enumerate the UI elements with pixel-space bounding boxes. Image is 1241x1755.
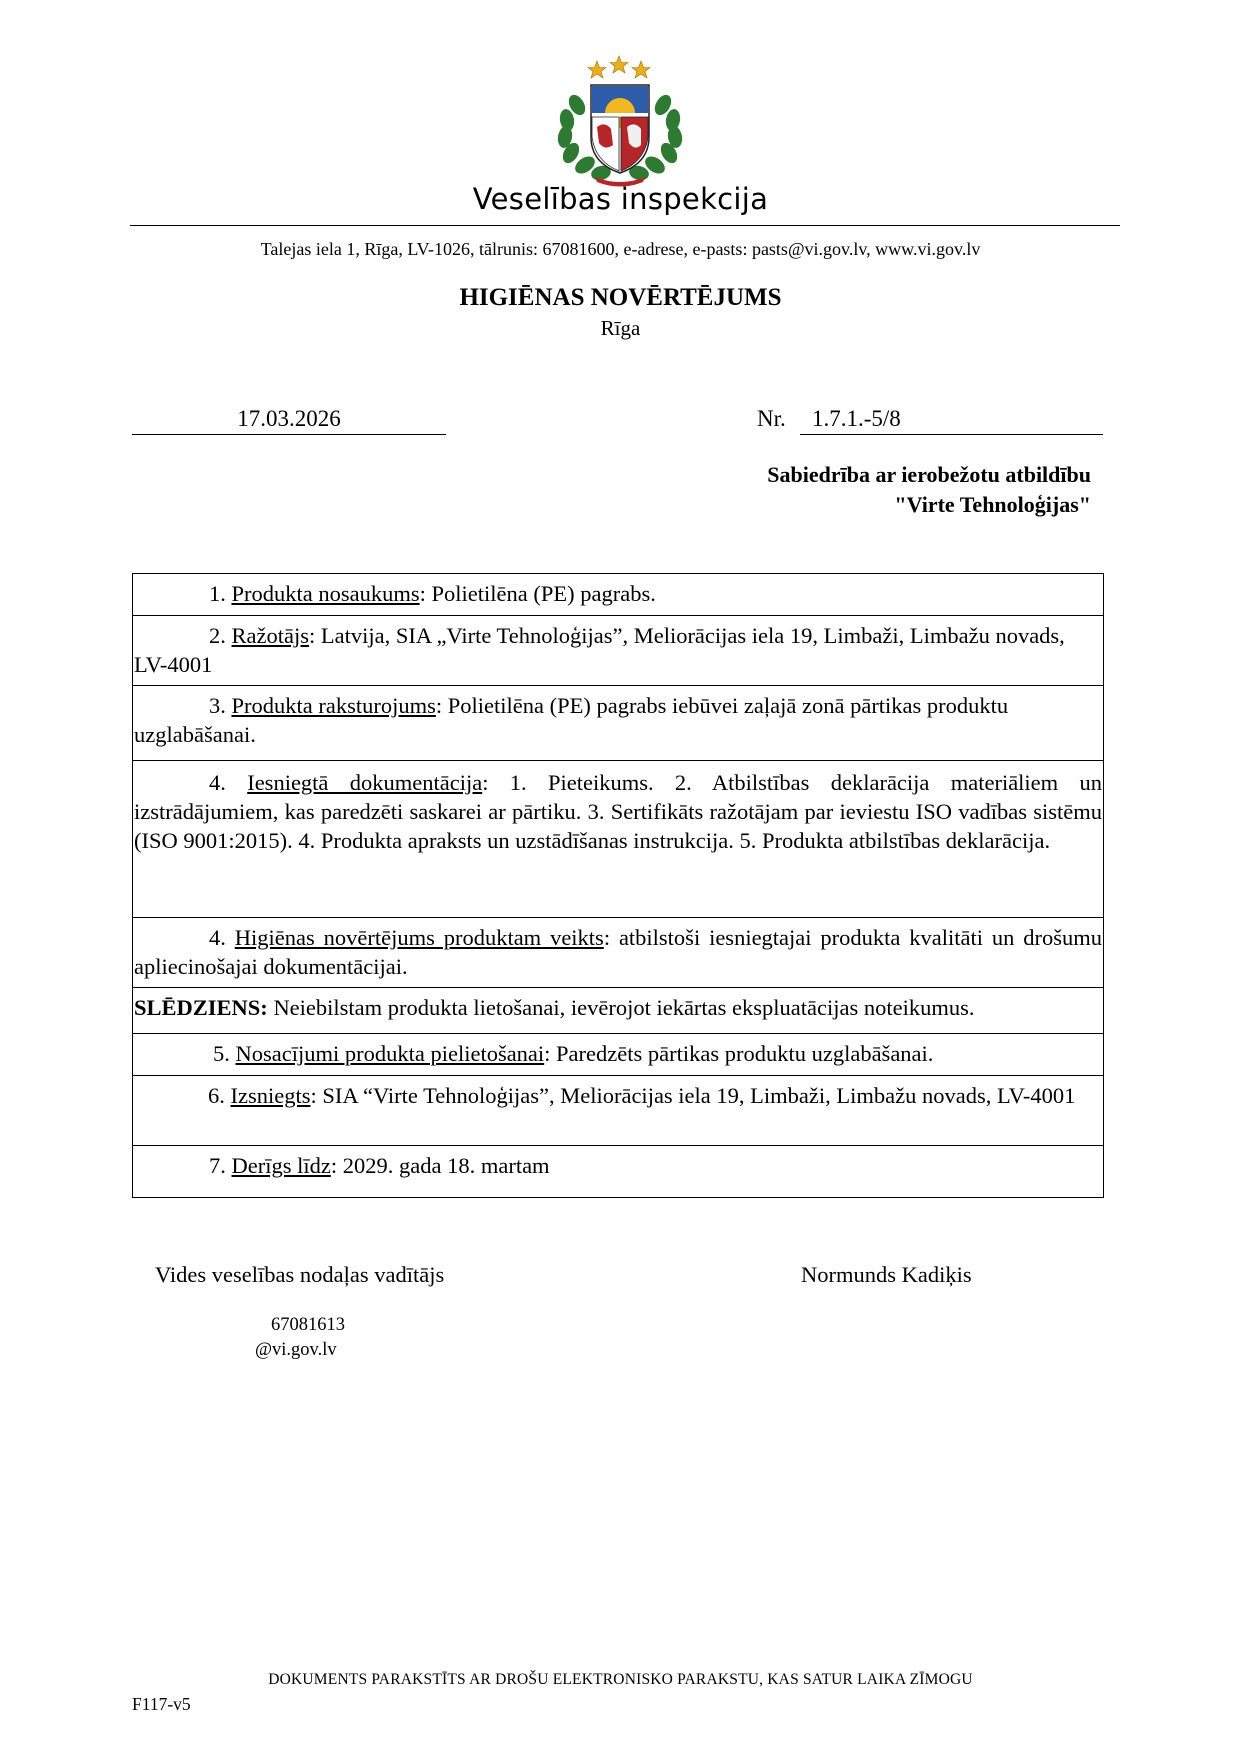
signatory-name: Normunds Kadiķis	[801, 1262, 972, 1287]
section-valid-until	[133, 1146, 1104, 1198]
section-text: : SIA “Virte Tehnoloģijas”, Meliorācijas iela 19, Limbaži, Limbažu novads, LV-4001	[310, 1083, 1076, 1108]
section-text: : Polietilēna (PE) pagrabs iebūvei zaļajā zonā pārtikas produktu uzglabāšanai.	[134, 693, 1009, 747]
table-row	[133, 918, 1104, 988]
section-text: : 2029. gada 18. martam	[330, 1153, 550, 1178]
section-number: 7.	[209, 1153, 226, 1178]
section-label: Ražotājs	[231, 623, 309, 648]
table-row	[133, 574, 1104, 616]
organization-address: Talejas iela 1, Rīga, LV-1026, tālrunis: 67081600, e-adrese, e-pasts: pasts@vi.gov.lv, www.vi.gov.lv	[260, 239, 981, 259]
recipient-line-2: "Virte Tehnoloģijas"	[894, 492, 1091, 517]
section-label: Nosacījumi produkta pielietošanai	[235, 1041, 545, 1066]
section-text: : 1. Pieteikums. 2. Atbilstības deklarācija materiāliem un izstrādājumiem, kas paredzēti saskarei ar pārtiku. 3. Sertifikāts ražotājam par ieviestu ISO vadības sistēmu (ISO 9001:2015). 4. Produkta apraksts un uzstādīšanas instrukcija. 5. Produkta atbilstības deklarācija.	[134, 770, 1102, 853]
table-row	[133, 761, 1104, 918]
table-row	[133, 1034, 1104, 1076]
document-title: HIGIĒNAS NOVĒRTĒJUMS	[459, 284, 782, 311]
section-conclusion	[133, 988, 1104, 1034]
document-number-label: Nr.	[757, 406, 786, 431]
section-number: 1.	[209, 581, 226, 606]
section-hygiene-assessment	[133, 918, 1104, 988]
section-usage-conditions	[133, 1034, 1104, 1076]
form-code: F117-v5	[132, 1694, 191, 1714]
assessment-table	[132, 573, 1104, 1198]
section-number: 2.	[209, 623, 226, 648]
organization-name: Veselības inspekcija	[472, 182, 769, 216]
document-number: 1.7.1.-5/8	[800, 404, 1103, 435]
header-divider	[130, 225, 1120, 226]
section-label: Produkta raksturojums	[231, 693, 436, 718]
conclusion-text: Neiebilstam produkta lietošanai, ievērojot iekārtas ekspluatācijas noteikumus.	[267, 995, 975, 1020]
recipient-line-1: Sabiedrība ar ierobežotu atbildību	[767, 462, 1091, 487]
section-label: Produkta nosaukums	[231, 581, 420, 606]
table-row	[133, 616, 1104, 686]
contact-phone: 67081613	[271, 1315, 345, 1335]
section-number: 6.	[208, 1083, 225, 1108]
section-product-name	[133, 574, 1104, 616]
section-label: Izsniegts	[230, 1083, 311, 1108]
contact-email: @vi.gov.lv	[255, 1340, 337, 1360]
section-text: : Latvija, SIA „Virte Tehnoloģijas”, Meliorācijas iela 19, Limbaži, Limbažu novads, LV-4001	[134, 623, 1065, 677]
section-number: 5.	[213, 1041, 230, 1066]
recipient	[767, 460, 1091, 520]
section-product-description	[133, 686, 1104, 761]
table-row	[133, 1146, 1104, 1198]
section-issued-to	[133, 1076, 1104, 1146]
section-manufacturer	[133, 616, 1104, 686]
section-text: : Polietilēna (PE) pagrabs.	[419, 581, 656, 606]
section-number: 3.	[209, 693, 226, 718]
e-signature-notice: DOKUMENTS PARAKSTĪTS AR DROŠU ELEKTRONISKO PARAKSTU, KAS SATUR LAIKA ZĪMOGU	[268, 1671, 973, 1688]
table-row	[133, 686, 1104, 761]
section-label: Iesniegtā dokumentācija	[247, 770, 483, 795]
section-text: : atbilstoši iesniegtajai produkta kvalitāti un drošumu apliecinošajai dokumentācijai.	[134, 925, 1102, 979]
section-submitted-documents	[133, 761, 1104, 918]
conclusion-label: SLĒDZIENS:	[134, 995, 268, 1020]
section-text: : Paredzēts pārtikas produktu uzglabāšanai.	[544, 1041, 934, 1066]
section-label: Derīgs līdz	[231, 1153, 331, 1178]
document-city: Rīga	[600, 316, 641, 340]
signatory-position: Vides veselības nodaļas vadītājs	[155, 1262, 445, 1287]
section-number: 4.	[209, 770, 226, 795]
section-label: Higiēnas novērtējums produktam veikts	[234, 925, 604, 950]
table-row	[133, 1076, 1104, 1146]
table-row	[133, 988, 1104, 1034]
coat-of-arms-emblem	[555, 55, 685, 190]
document-date: 17.03.2026	[132, 404, 446, 435]
section-number: 4.	[209, 925, 226, 950]
